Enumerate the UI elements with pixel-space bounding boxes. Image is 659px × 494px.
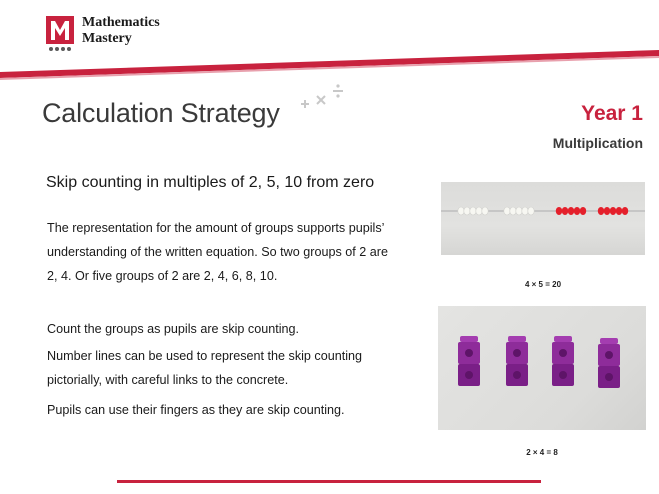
logo-line-1: Mathematics xyxy=(82,15,160,30)
paragraph-count-groups: Count the groups as pupils are skip counting. xyxy=(47,322,300,336)
bead-string-caption: 4 × 5 = 20 xyxy=(524,280,562,289)
topic-label: Multiplication xyxy=(552,135,643,151)
paragraph-fingers: Pupils can use their fingers as they are skip counting. xyxy=(47,403,345,417)
year-label: Year 1 xyxy=(581,102,643,125)
logo-line-2: Mastery xyxy=(82,31,132,46)
cubes-caption: 2 × 4 = 8 xyxy=(526,448,558,457)
bead-string-photo xyxy=(441,182,645,255)
mathematics-mastery-logo-icon xyxy=(46,16,74,52)
multilink-cubes-photo xyxy=(438,306,646,430)
cube-stacks-illustration xyxy=(438,306,646,430)
paragraph-number-lines: Number lines can be used to represent the skip counting pictorially, with careful links to the concrete. xyxy=(47,349,363,387)
plus-times-divide-icon xyxy=(297,82,357,116)
logo-text xyxy=(82,15,160,47)
paragraph-representation: The representation for the amount of groups supports pupils’ understanding of the written equation. So two groups of 2 are 2, 4. Or five groups of 2 are 2, 4, 6, 8, 10. xyxy=(47,221,388,283)
bead-string-illustration xyxy=(441,182,645,255)
page-title: Calculation Strategy xyxy=(42,98,280,128)
section-heading: Skip counting in multiples of 2, 5, 10 from zero xyxy=(46,174,375,191)
footer-divider xyxy=(117,480,541,483)
